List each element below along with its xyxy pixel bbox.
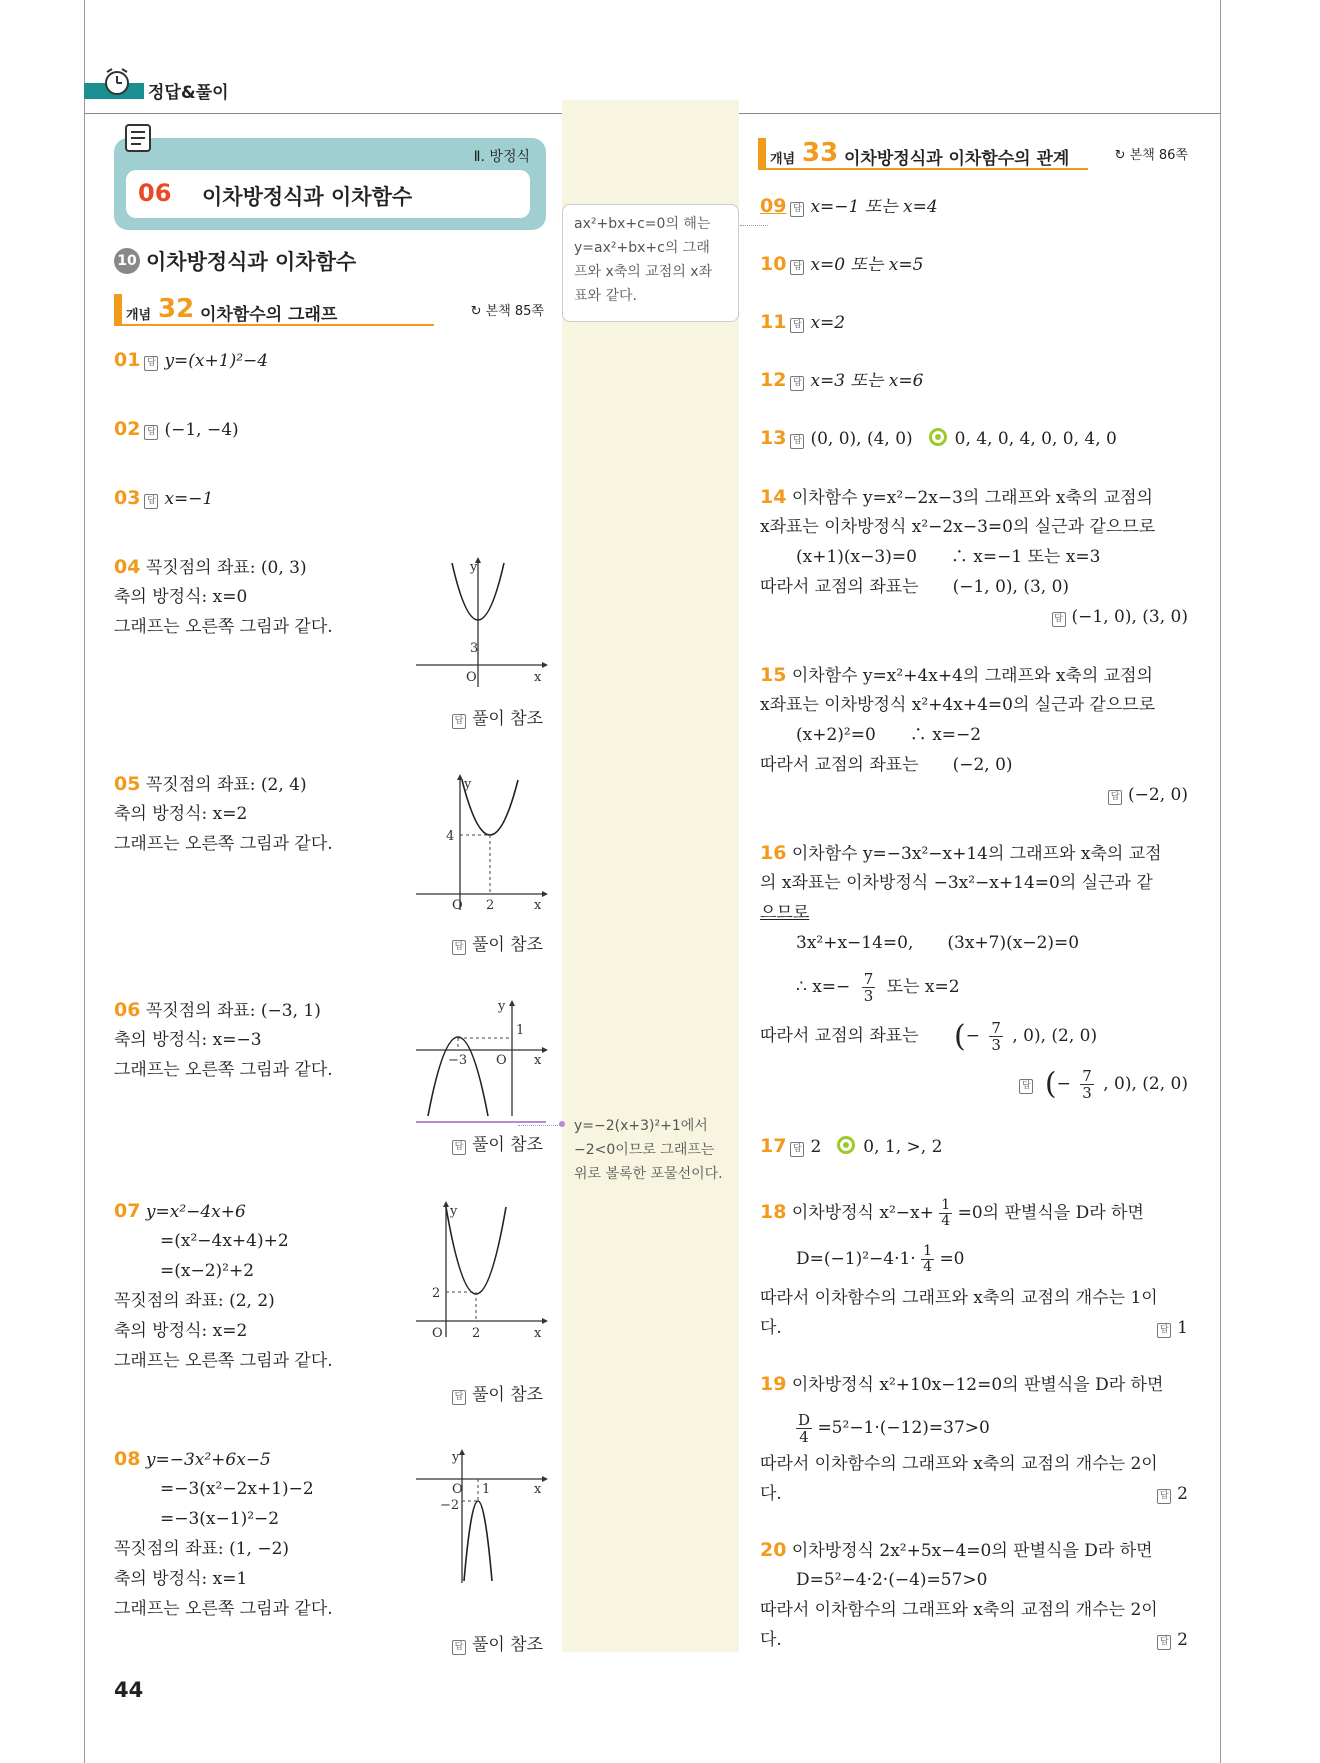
fraction-numerator: 7 [991, 1019, 1001, 1037]
concept-title: 이차방정식과 이차함수의 관계 [844, 149, 1070, 169]
math-line: =−3(x−1)²−2 [160, 1509, 280, 1529]
math-16-root [796, 971, 960, 1004]
text-line: 따라서 교점의 좌표는 (−1, 0), (3, 0) [760, 577, 1070, 597]
answer-text: , 0), (2, 0) [1103, 1074, 1188, 1094]
tick-label: −2 [440, 1498, 460, 1513]
graph-08 [412, 1447, 548, 1587]
tick-label: 3 [470, 641, 479, 656]
answer-text: 2 [1177, 1484, 1188, 1504]
problem-number: 15 [760, 664, 787, 686]
text-part: D=(−1)²−4·1· [796, 1249, 916, 1269]
fraction [796, 1412, 812, 1445]
text-line: (x+1)(x−3)=0 ∴ x=−1 또는 x=3 [796, 547, 1101, 567]
answer-icon: 답 [1108, 790, 1122, 805]
check-values: 0, 1, >, 2 [863, 1137, 943, 1157]
ref-text: 풀이 참조 [472, 935, 544, 955]
problem-12 [760, 368, 923, 393]
text-line: 축의 방정식: x=−3 [114, 1030, 262, 1050]
clock-icon [104, 68, 130, 100]
page-number: 44 [114, 1678, 144, 1702]
text-line: 꼭짓점의 좌표: (1, −2) [114, 1539, 290, 1559]
answer-19 [1153, 1482, 1188, 1506]
note-2-dot [559, 1121, 565, 1127]
answer-20 [1153, 1628, 1188, 1652]
solution-ref-07 [448, 1380, 543, 1405]
solution-ref-04 [448, 704, 543, 729]
tick-label: 2 [432, 1286, 441, 1301]
fraction-numerator: 1 [941, 1197, 951, 1213]
concept-tag-mark [114, 294, 122, 326]
text-line: 다. [760, 1484, 782, 1504]
header-title: 정답&풀이 [148, 83, 229, 103]
math-line: =−3(x²−2x+1)−2 [160, 1479, 314, 1499]
text-line: 따라서 이차함수의 그래프와 x축의 교점의 개수는 2이 [760, 1454, 1158, 1474]
problem-01 [114, 348, 268, 373]
concept-tag-label: 개념 [770, 152, 796, 167]
problem-number: 04 [114, 556, 141, 578]
text-part: =0의 판별식을 D라 하면 [957, 1203, 1144, 1223]
problem-number: 02 [114, 418, 141, 440]
text-line: 축의 방정식: x=1 [114, 1569, 248, 1589]
ref-text: 풀이 참조 [472, 709, 544, 729]
axis-label-x: x [534, 1326, 542, 1341]
note-line: 표와 같다. [574, 288, 637, 304]
answer-icon: 답 [452, 1640, 466, 1655]
part-label: Ⅱ. 방정식 [473, 149, 530, 165]
axis-label-y: y [470, 560, 478, 575]
answer-18 [1153, 1316, 1188, 1340]
text-line: D=5²−4·2·(−4)=57>0 [796, 1570, 988, 1590]
chapter-title-bar [126, 170, 530, 218]
fraction [921, 1244, 934, 1275]
ref-text: 풀이 참조 [472, 1135, 544, 1155]
problem-06 [114, 998, 321, 1023]
problem-number: 17 [760, 1135, 787, 1157]
answer-icon: 답 [1157, 1323, 1171, 1338]
page-border-left [84, 0, 85, 1763]
text-line: x좌표는 이차방정식 x²−2x−3=0의 실근과 같으므로 [760, 517, 1156, 537]
answer-icon: 답 [790, 202, 804, 217]
text-line: 꼭짓점의 좌표: (2, 2) [114, 1291, 275, 1311]
text-line: 이차함수 y=x²+4x+4의 그래프와 x축의 교점의 [791, 666, 1153, 686]
text-part: , 0), (2, 0) [1012, 1026, 1098, 1046]
text-line: (x+2)²=0 ∴ x=−2 [796, 725, 982, 745]
text-line: 이차방정식 x²+10x−12=0의 판별식을 D라 하면 [791, 1375, 1164, 1395]
answer-icon: 답 [790, 260, 804, 275]
answer-text: 2 [1177, 1630, 1188, 1650]
chapter-box [114, 138, 546, 230]
math-line: y=x²−4x+6 [145, 1202, 246, 1222]
text-line: 이차함수 y=x²−2x−3의 그래프와 x축의 교점의 [791, 488, 1153, 508]
answer-icon: 답 [452, 1140, 466, 1155]
text-line: 그래프는 오른쪽 그림과 같다. [114, 1060, 333, 1080]
text-line: 꼭짓점의 좌표: (0, 3) [145, 558, 307, 578]
axis-label-y: y [450, 1204, 458, 1219]
problem-15 [760, 663, 1153, 688]
chapter-title: 이차방정식과 이차함수 [202, 185, 413, 209]
concept-ref [471, 300, 544, 319]
math-line: =(x−2)²+2 [160, 1261, 255, 1281]
text-line: 따라서 교점의 좌표는 (−2, 0) [760, 755, 1013, 775]
fraction [939, 1198, 952, 1229]
problem-number: 09 [760, 195, 787, 217]
text-part: =0 [939, 1249, 965, 1269]
text-part: 또는 x=2 [886, 977, 960, 997]
graph-05 [412, 772, 548, 912]
fraction-numerator: 7 [1082, 1067, 1092, 1085]
tick-label: 2 [486, 898, 495, 912]
text-line: 축의 방정식: x=2 [114, 804, 248, 824]
fraction-numerator: 7 [863, 970, 874, 988]
note-2-leader [416, 1121, 546, 1123]
axis-label-x: x [534, 1053, 542, 1068]
answer-text: x=0 또는 x=5 [810, 255, 924, 275]
problem-number: 10 [760, 253, 787, 275]
answer-text: x=−1 [164, 489, 214, 509]
text-line: 의 x좌표는 이차방정식 −3x²−x+14=0의 실근과 같 [760, 873, 1153, 893]
answer-text: x=3 또는 x=6 [810, 371, 924, 391]
origin-label: O [466, 670, 477, 685]
axis-label-y: y [452, 1450, 460, 1465]
box-note-1 [574, 212, 712, 308]
solution-ref-08 [448, 1630, 543, 1655]
concept-33-header [758, 138, 1190, 170]
text-line: 따라서 이차함수의 그래프와 x축의 교점의 개수는 1이 [760, 1288, 1158, 1308]
answer-text: (−1, −4) [164, 420, 239, 440]
note-2-dotted-leader [518, 1125, 560, 1126]
target-icon [837, 1136, 855, 1154]
text-line: 이차함수 y=−3x²−x+14의 그래프와 x축의 교점 [791, 844, 1162, 864]
origin-label: O [432, 1326, 443, 1341]
problem-number: 20 [760, 1539, 787, 1561]
axis-label-x: x [534, 670, 542, 685]
math-line: =(x²−4x+4)+2 [160, 1231, 289, 1251]
text-line: 3x²+x−14=0, (3x+7)(x−2)=0 [796, 933, 1080, 953]
note-line: 위로 볼록한 포물선이다. [574, 1166, 723, 1182]
note-line: ax²+bx+c=0의 해는 [574, 216, 711, 232]
answer-text: x=2 [810, 313, 846, 333]
answer-text: 2 [810, 1137, 822, 1157]
problem-number: 03 [114, 487, 141, 509]
text-line: 그래프는 오른쪽 그림과 같다. [114, 617, 333, 637]
concept-ref-text: 본책 86쪽 [1129, 148, 1188, 163]
section-title: 이차방정식과 이차함수 [146, 250, 357, 274]
concept-32-header [114, 294, 546, 326]
problem-09 [760, 194, 938, 219]
tick-label: −3 [448, 1053, 468, 1068]
concept-tag-mark [758, 138, 766, 170]
problem-07 [114, 1199, 246, 1224]
problem-08 [114, 1447, 271, 1472]
fraction-denominator: 3 [1082, 1084, 1092, 1102]
problem-number: 01 [114, 349, 141, 371]
problem-number: 11 [760, 311, 787, 333]
answer-14 [1048, 605, 1188, 629]
problem-02 [114, 417, 239, 442]
fraction-denominator: 4 [941, 1213, 951, 1229]
answer-icon: 답 [1157, 1489, 1171, 1504]
answer-text: x=−1 또는 x=4 [810, 197, 938, 217]
check-values: 0, 4, 0, 4, 0, 0, 4, 0 [954, 429, 1117, 449]
problem-19 [760, 1372, 1163, 1397]
tick-label: 4 [446, 829, 455, 844]
problem-number: 07 [114, 1200, 141, 1222]
axis-label-x: x [534, 898, 542, 912]
problem-number: 06 [114, 999, 141, 1021]
note-line: y=ax²+bx+c의 그래 [574, 240, 710, 256]
text-part: 이차방정식 x²−x+ [791, 1203, 934, 1223]
fraction-numerator: 1 [923, 1243, 933, 1259]
text-line: 그래프는 오른쪽 그림과 같다. [114, 1599, 333, 1619]
problem-20 [760, 1538, 1153, 1563]
concept-tag-label: 개념 [126, 308, 152, 323]
answer-icon: 답 [1157, 1635, 1171, 1650]
problem-03 [114, 486, 213, 511]
origin-label: O [452, 898, 463, 912]
note-line: −2<0이므로 그래프는 [574, 1142, 715, 1158]
solution-ref-05 [448, 930, 543, 955]
origin-label: O [496, 1053, 507, 1068]
text-line: 다. [760, 1318, 782, 1338]
answer-16: 답 (− $\frac{7}{3}$ , 0), (2, 0) [1015, 1068, 1188, 1101]
answer-text: (0, 0), (4, 0) [810, 429, 913, 449]
problem-number: 05 [114, 773, 141, 795]
tick-label: 1 [482, 1482, 491, 1497]
chapter-number: 06 [138, 179, 172, 207]
answer-icon: 답 [452, 714, 466, 729]
answer-icon: 답 [452, 1390, 466, 1405]
fraction [1080, 1068, 1094, 1101]
problem-number: 13 [760, 427, 787, 449]
reload-icon: ↻ [1114, 148, 1130, 163]
origin-label: O [452, 1482, 463, 1497]
text-line: x좌표는 이차방정식 x²+4x+4=0의 실근과 같으므로 [760, 695, 1156, 715]
text-line: 다. [760, 1630, 782, 1650]
graph-07 [412, 1199, 548, 1341]
problem-04 [114, 555, 307, 580]
axis-label-x: x [534, 1482, 542, 1497]
math-19 [796, 1412, 990, 1445]
tick-label: 1 [516, 1023, 525, 1038]
answer-15 [1104, 783, 1188, 807]
fraction-denominator: 3 [991, 1036, 1001, 1054]
axis-label-y: y [498, 999, 506, 1014]
graph-04 [412, 555, 548, 690]
graph-06 [412, 998, 548, 1120]
text-line: 그래프는 오른쪽 그림과 같다. [114, 1351, 333, 1371]
answer-icon: 답 [144, 356, 158, 371]
fraction [989, 1020, 1003, 1053]
problem-11 [760, 310, 845, 335]
fraction-denominator: 3 [863, 987, 874, 1005]
math-line: y=−3x²+6x−5 [145, 1450, 271, 1470]
answer-icon: 답 [144, 494, 158, 509]
answer-icon: 답 [1052, 612, 1066, 627]
box-note-2 [574, 1114, 723, 1186]
problem-17 [760, 1134, 942, 1159]
fraction-denominator: 4 [923, 1259, 933, 1275]
ref-text: 풀이 참조 [472, 1635, 544, 1655]
problem-number: 19 [760, 1373, 787, 1395]
section-number: 10 [114, 248, 140, 274]
problem-16 [760, 841, 1162, 866]
problem-14 [760, 485, 1153, 510]
tick-label: 2 [472, 1326, 481, 1341]
text-line: 따라서 이차함수의 그래프와 x축의 교점의 개수는 2이 [760, 1600, 1158, 1620]
text-part: ∴ x=− [796, 977, 851, 997]
note-line: y=−2(x+3)²+1에서 [574, 1118, 708, 1134]
problem-number: 08 [114, 1448, 141, 1470]
concept-title: 이차함수의 그래프 [200, 305, 338, 325]
answer-icon: 답 [790, 1142, 804, 1157]
problem-10 [760, 252, 923, 277]
problem-number: 18 [760, 1201, 787, 1223]
answer-icon: 답 [452, 940, 466, 955]
answer-text: 1 [1177, 1318, 1188, 1338]
axis-label-y: y [464, 777, 472, 792]
concept-number: 32 [158, 294, 195, 324]
answer-text: (−2, 0) [1128, 785, 1188, 805]
page-border-right [1220, 0, 1221, 1763]
text-line: 이차방정식 2x²+5x−4=0의 판별식을 D라 하면 [791, 1541, 1153, 1561]
solution-ref-06 [448, 1130, 543, 1155]
note-line: 프와 x축의 교점의 x좌 [574, 264, 713, 280]
concept-ref-text: 본책 85쪽 [485, 304, 544, 319]
answer-icon: 답 [790, 376, 804, 391]
note-leader [740, 225, 768, 226]
target-icon [929, 428, 947, 446]
concept-ref [1115, 144, 1188, 163]
math-16-points: 따라서 교점의 좌표는 (− $\frac{7}{3}$ , 0), (2, 0) [760, 1018, 1098, 1054]
text-line: 꼭짓점의 좌표: (−3, 1) [145, 1001, 321, 1021]
text-part: 따라서 교점의 좌표는 [760, 1026, 919, 1046]
text-part: =5²−1·(−12)=37>0 [817, 1418, 990, 1438]
math-18 [796, 1244, 965, 1275]
fraction [862, 971, 876, 1004]
fraction-denominator: 4 [799, 1428, 809, 1446]
text-line: 축의 방정식: x=2 [114, 1321, 248, 1341]
concept-number: 33 [802, 138, 839, 168]
answer-text: (−1, 0), (3, 0) [1071, 607, 1188, 627]
problem-13 [760, 426, 1117, 451]
answer-icon: 답 [790, 434, 804, 449]
problem-05 [114, 772, 307, 797]
ref-text: 풀이 참조 [472, 1385, 544, 1405]
problem-number: 14 [760, 486, 787, 508]
box-column [562, 100, 739, 1652]
answer-icon: 답 [790, 318, 804, 333]
text-line: 으므로 [760, 903, 810, 923]
reload-icon: ↻ [470, 304, 486, 319]
answer-icon: 답 [1019, 1079, 1033, 1094]
fraction-numerator: D [798, 1411, 811, 1429]
problem-number: 16 [760, 842, 787, 864]
text-line: 꼭짓점의 좌표: (2, 4) [145, 775, 307, 795]
answer-icon: 답 [144, 425, 158, 440]
scroll-icon [120, 120, 160, 160]
answer-text: y=(x+1)²−4 [164, 351, 269, 371]
text-line: 그래프는 오른쪽 그림과 같다. [114, 834, 333, 854]
problem-number: 12 [760, 369, 787, 391]
problem-18 [760, 1198, 1144, 1229]
text-line: 축의 방정식: x=0 [114, 587, 248, 607]
